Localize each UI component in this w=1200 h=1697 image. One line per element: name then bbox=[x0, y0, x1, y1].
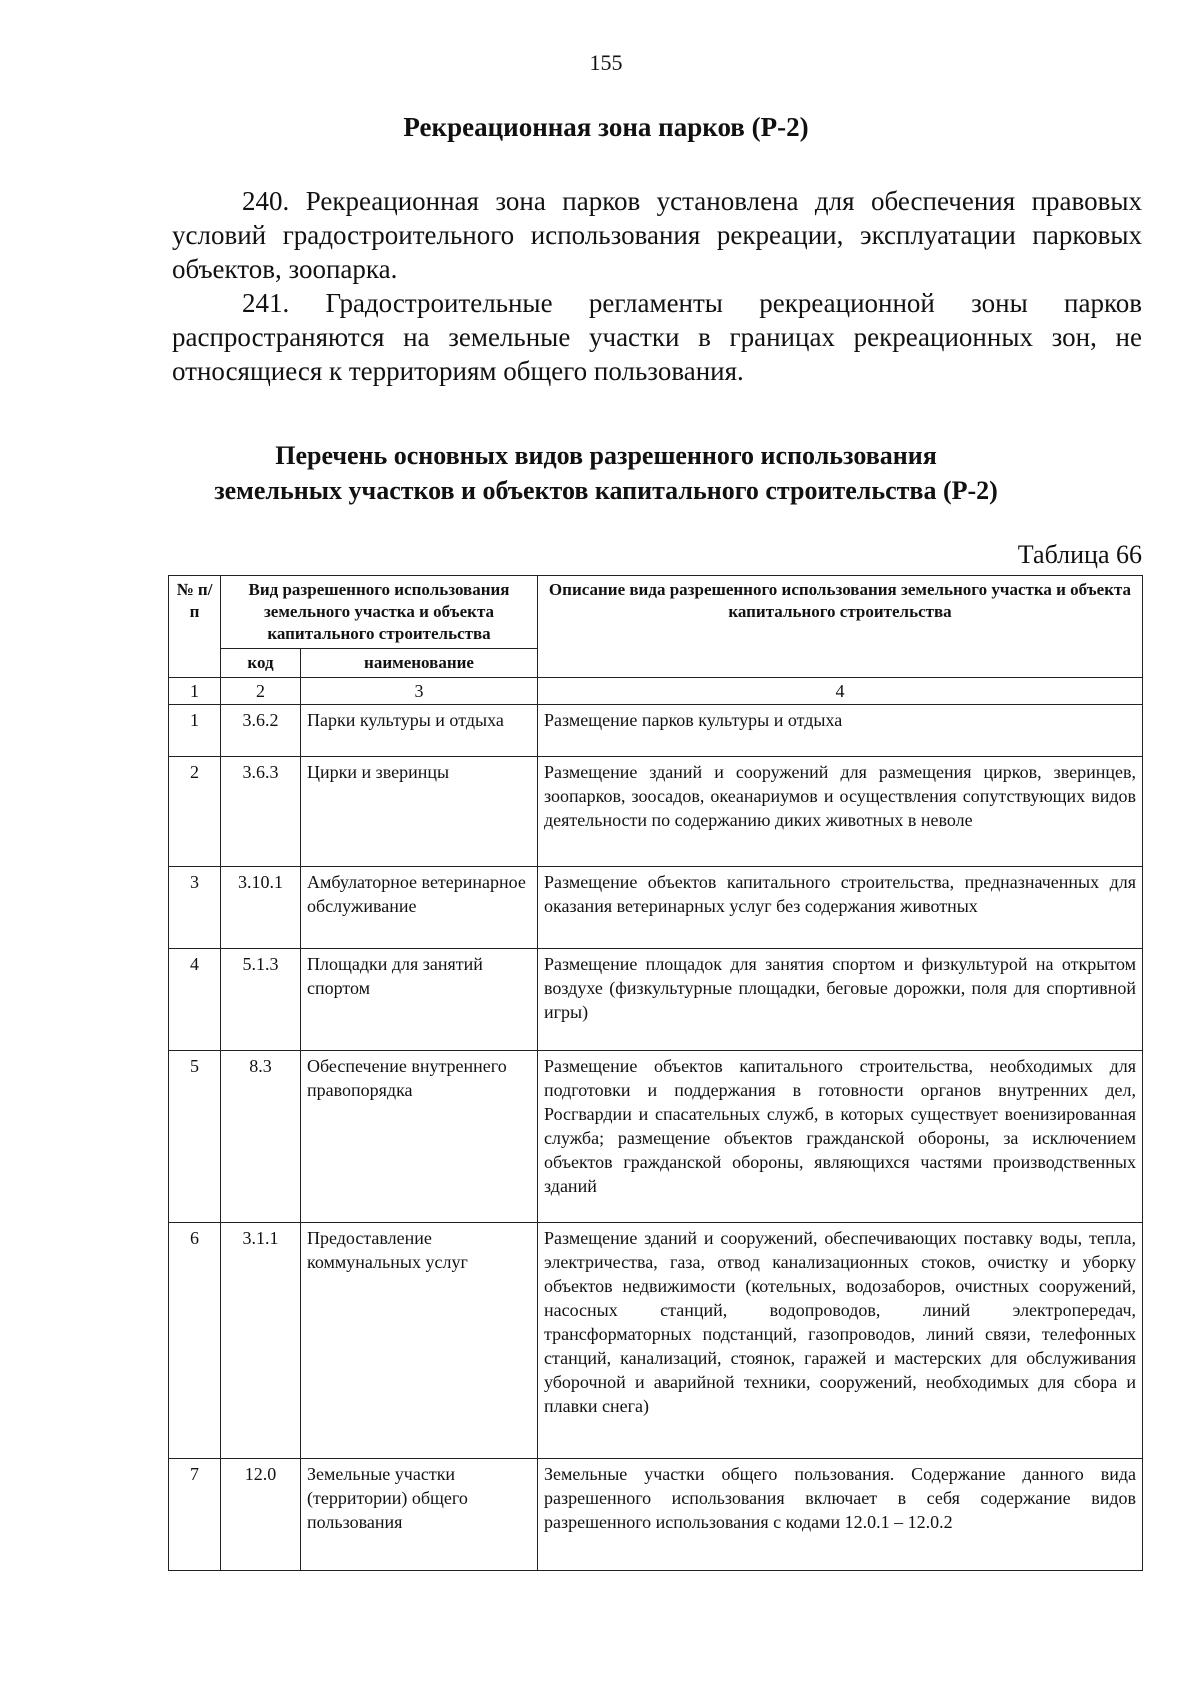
row-description: Размещение зданий и сооружений для размещения цирков, зверинцев, зоопарков, зоосадов, океанариумов и осуществления сопутствующих видов деятельности по содержанию диких животных в неволе bbox=[538, 757, 1143, 867]
table-row bbox=[169, 1223, 1143, 1459]
row-name: Земельные участки (территории) общего пользования bbox=[301, 1459, 538, 1571]
row-name: Парки культуры и отдыха bbox=[301, 705, 538, 757]
table-row bbox=[169, 1459, 1143, 1571]
table-row bbox=[169, 1051, 1143, 1223]
row-description: Размещение парков культуры и отдыха bbox=[538, 705, 1143, 757]
row-description: Земельные участки общего пользования. Содержание данного вида разрешенного использования включает в себя содержание видов разрешенного использования с кодами 12.0.1 – 12.0.2 bbox=[538, 1459, 1143, 1571]
header-code: код bbox=[221, 649, 301, 678]
table-row bbox=[169, 705, 1143, 757]
row-name: Площадки для занятий спортом bbox=[301, 949, 538, 1051]
page-number: 155 bbox=[589, 50, 623, 75]
row-name: Обеспечение внутреннего правопорядка bbox=[301, 1051, 538, 1223]
row-name: Цирки и зверинцы bbox=[301, 757, 538, 867]
index-cell: 4 bbox=[538, 678, 1143, 705]
index-cell: 2 bbox=[221, 678, 301, 705]
table-row bbox=[169, 867, 1143, 949]
row-description: Размещение объектов капитального строительства, предназначенных для оказания ветеринарных услуг без содержания животных bbox=[538, 867, 1143, 949]
row-description: Размещение зданий и сооружений, обеспечивающих поставку воды, тепла, электричества, газа, отвод канализационных стоков, очистку и уборку объектов недвижимости (котельных, водозаборов, очистных сооружений, насосных станций, водопроводов, линий электропередач, трансформаторных подстанций, газопроводов, линий связи, телефонных станций, канализаций, стоянок, гаражей и мастерских для обслуживания уборочной и аварийной техники, сооружений, необходимых для сбора и плавки снега) bbox=[538, 1223, 1143, 1459]
row-code: 3.6.2 bbox=[221, 705, 301, 757]
row-num: 7 bbox=[169, 1459, 221, 1571]
header-num: № п/п bbox=[169, 576, 221, 678]
table-row bbox=[169, 949, 1143, 1051]
list-title-line-2: земельных участков и объектов капитального строительства (Р-2) bbox=[214, 476, 998, 505]
row-code: 12.0 bbox=[221, 1459, 301, 1571]
uses-table bbox=[168, 575, 1143, 1571]
paragraph-240: 240. Рекреационная зона парков установлена для обеспечения правовых условий градостроительного использования рекреации, эксплуатации парковых объектов, зоопарка. bbox=[172, 186, 1142, 284]
row-name: Предоставление коммунальных услуг bbox=[301, 1223, 538, 1459]
list-title bbox=[0, 438, 1200, 508]
row-code: 3.6.3 bbox=[221, 757, 301, 867]
body-text bbox=[172, 184, 1142, 388]
row-name: Амбулаторное ветеринарное обслуживание bbox=[301, 867, 538, 949]
index-cell: 3 bbox=[301, 678, 538, 705]
row-num: 3 bbox=[169, 867, 221, 949]
table-row bbox=[169, 757, 1143, 867]
row-code: 3.10.1 bbox=[221, 867, 301, 949]
header-name: наименование bbox=[301, 649, 538, 678]
index-cell: 1 bbox=[169, 678, 221, 705]
row-num: 6 bbox=[169, 1223, 221, 1459]
row-num: 4 bbox=[169, 949, 221, 1051]
row-code: 8.3 bbox=[221, 1051, 301, 1223]
table-caption: Таблица 66 bbox=[1017, 540, 1142, 569]
row-code: 5.1.3 bbox=[221, 949, 301, 1051]
index-row bbox=[169, 678, 1143, 705]
list-title-line-1: Перечень основных видов разрешенного использования bbox=[275, 441, 937, 470]
section-title: Рекреационная зона парков (Р-2) bbox=[403, 112, 809, 142]
row-num: 2 bbox=[169, 757, 221, 867]
paragraph-241: 241. Градостроительные регламенты рекреационной зоны парков распространяются на земельные участки в границах рекреационных зон, не относящиеся к территориям общего пользования. bbox=[172, 288, 1142, 386]
header-kind: Вид разрешенного использования земельного участка и объекта капитального строительства bbox=[221, 576, 538, 649]
row-num: 5 bbox=[169, 1051, 221, 1223]
row-description: Размещение объектов капитального строительства, необходимых для подготовки и поддержания в готовности органов внутренних дел, Росгвардии и спасательных служб, в которых существует военизированная служба; размещение объектов гражданской обороны, за исключением объектов гражданской обороны, являющихся частями производственных зданий bbox=[538, 1051, 1143, 1223]
header-description: Описание вида разрешенного использования земельного участка и объекта капитального строительства bbox=[538, 576, 1143, 678]
row-num: 1 bbox=[169, 705, 221, 757]
row-description: Размещение площадок для занятия спортом и физкультурой на открытом воздухе (физкультурные площадки, беговые дорожки, поля для спортивной игры) bbox=[538, 949, 1143, 1051]
row-code: 3.1.1 bbox=[221, 1223, 301, 1459]
